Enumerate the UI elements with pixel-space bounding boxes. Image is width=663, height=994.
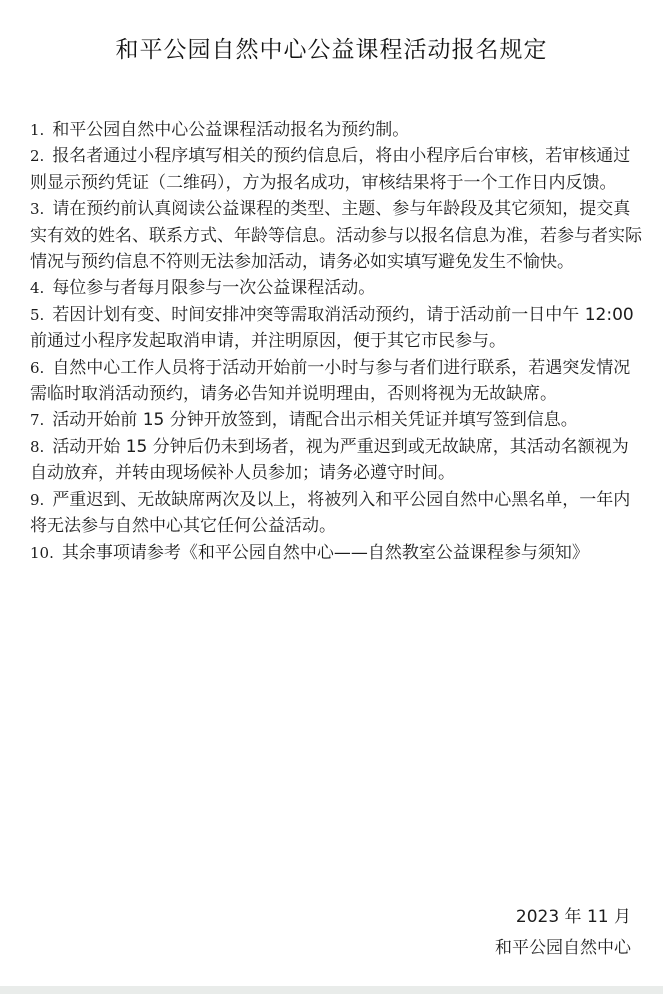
- rule-number: 8.: [30, 437, 45, 456]
- rule-item: [30, 117, 642, 143]
- rule-text: 其余事项请参考《和平公园自然中心——自然教室公益课程参与须知》: [61, 542, 589, 563]
- rule-number: 2.: [30, 147, 45, 166]
- rule-number: 1.: [30, 121, 45, 139]
- rule-item: [30, 355, 642, 408]
- rule-item: [30, 434, 642, 487]
- rule-number: 5.: [30, 305, 45, 324]
- rule-number: 9.: [30, 490, 45, 509]
- rule-text: 活动开始 15 分钟后仍未到场者，视为严重迟到或无故缺席，其活动名额视为自动放弃，并转由现场候补人员参加；请务必遵守时间。: [30, 436, 629, 484]
- rule-item: [30, 143, 642, 196]
- rule-text: 若因计划有变、时间安排冲突等需取消活动预约，请于活动前一日中午 12:00 前通过小程序发起取消申请，并注明原因，便于其它市民参与。: [30, 304, 634, 352]
- rule-text: 严重迟到、无故缺席两次及以上，将被列入和平公园自然中心黑名单，一年内将无法参与自然中心其它任何公益活动。: [30, 489, 631, 537]
- rule-number: 3.: [30, 200, 45, 219]
- rule-item: [30, 275, 642, 301]
- rule-text: 和平公园自然中心公益课程活动报名为预约制。: [52, 120, 410, 140]
- rules-list: [30, 117, 642, 566]
- rule-text: 活动开始前 15 分钟开放签到，请配合出示相关凭证并填写签到信息。: [52, 410, 578, 431]
- rule-text: 每位参与者每月限参与一次公益课程活动。: [52, 278, 376, 299]
- rule-item: [30, 540, 642, 566]
- signature-organization: 和平公园自然中心: [495, 938, 631, 958]
- rule-item: [30, 407, 642, 433]
- rule-text: 请在预约前认真阅读公益课程的类型、主题、参与年龄段及其它须知，提交真实有效的姓名、联系方式、年龄等信息。活动参与以报名信息为准，若参与者实际情况与预约信息不符则无法参加活动，请务必如实填写避免发生不愉快。: [30, 199, 642, 273]
- rule-text: 自然中心工作人员将于活动开始前一小时与参与者们进行联系，若遇突发情况需临时取消活动预约，请务必告知并说明理由，否则将视为无故缺席。: [30, 357, 631, 405]
- rule-item: [30, 487, 642, 540]
- rule-number: 10.: [30, 543, 54, 562]
- rule-item: [30, 302, 642, 355]
- signature-block: [495, 902, 631, 964]
- rule-number: 7.: [30, 411, 45, 430]
- rule-text: 报名者通过小程序填写相关的预约信息后，将由小程序后台审核，若审核通过则显示预约凭证（二维码），方为报名成功，审核结果将于一个工作日内反馈。: [30, 146, 631, 193]
- rule-item: [30, 196, 642, 275]
- rule-number: 6.: [30, 358, 45, 377]
- signature-date: 2023 年 11 月: [515, 907, 631, 927]
- document-title: 和平公园自然中心公益课程活动报名规定: [115, 37, 548, 63]
- rule-number: 4.: [30, 279, 45, 298]
- bottom-divider: [0, 986, 663, 994]
